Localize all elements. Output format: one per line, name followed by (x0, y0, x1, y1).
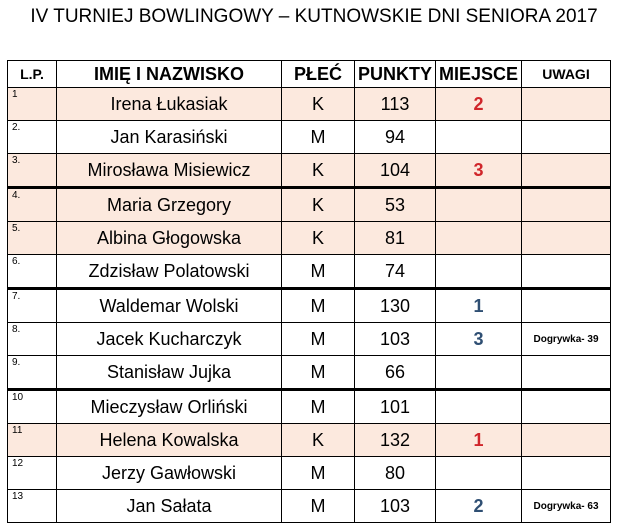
row-lp: 2. (8, 121, 57, 154)
table-row (8, 490, 611, 523)
table-row (8, 289, 611, 323)
row-name: Zdzisław Polatowski (57, 255, 282, 289)
row-lp: 13 (8, 490, 57, 523)
table-row (8, 424, 611, 457)
row-place (436, 255, 522, 289)
row-gender: M (282, 490, 355, 523)
row-notes (522, 255, 611, 289)
table-row (8, 457, 611, 490)
row-notes (522, 188, 611, 222)
row-place (436, 121, 522, 154)
header-gender: PŁEĆ (282, 61, 355, 88)
row-gender: M (282, 323, 355, 356)
row-notes (522, 121, 611, 154)
row-name: Stanisław Jujka (57, 356, 282, 390)
row-lp: 11 (8, 424, 57, 457)
row-place (436, 222, 522, 255)
row-lp: 12 (8, 457, 57, 490)
row-name: Irena Łukasiak (57, 88, 282, 121)
row-gender: K (282, 222, 355, 255)
row-points: 113 (355, 88, 436, 121)
row-place (436, 390, 522, 424)
results-table (7, 60, 611, 523)
row-name: Mirosława Misiewicz (57, 154, 282, 188)
row-points: 80 (355, 457, 436, 490)
row-name: Maria Grzegory (57, 188, 282, 222)
row-place: 3 (436, 323, 522, 356)
row-place: 1 (436, 424, 522, 457)
header-lp: L.P. (8, 61, 57, 88)
header-notes: UWAGI (522, 61, 611, 88)
table-row (8, 255, 611, 289)
row-name: Albina Głogowska (57, 222, 282, 255)
row-lp: 3. (8, 154, 57, 188)
row-notes (522, 154, 611, 188)
row-place: 3 (436, 154, 522, 188)
row-points: 130 (355, 289, 436, 323)
row-points: 101 (355, 390, 436, 424)
row-notes: Dogrywka- 39 (522, 323, 611, 356)
row-name: Jan Sałata (57, 490, 282, 523)
row-lp: 1 (8, 88, 57, 121)
header-row (8, 61, 611, 88)
row-lp: 6. (8, 255, 57, 289)
row-notes: Dogrywka- 63 (522, 490, 611, 523)
table-row (8, 356, 611, 390)
row-name: Jan Karasiński (57, 121, 282, 154)
row-notes (522, 88, 611, 121)
row-place: 1 (436, 289, 522, 323)
row-lp: 7. (8, 289, 57, 323)
row-place (436, 188, 522, 222)
row-notes (522, 390, 611, 424)
row-lp: 4. (8, 188, 57, 222)
table-row (8, 88, 611, 121)
row-gender: K (282, 424, 355, 457)
header-place: MIEJSCE (436, 61, 522, 88)
row-place (436, 356, 522, 390)
row-notes (522, 356, 611, 390)
row-points: 66 (355, 356, 436, 390)
row-gender: K (282, 88, 355, 121)
row-points: 132 (355, 424, 436, 457)
row-gender: M (282, 121, 355, 154)
row-name: Waldemar Wolski (57, 289, 282, 323)
row-lp: 10 (8, 390, 57, 424)
row-place: 2 (436, 490, 522, 523)
row-points: 94 (355, 121, 436, 154)
page-title: IV TURNIEJ BOWLINGOWY – KUTNOWSKIE DNI SENIORA 2017 (30, 6, 598, 27)
table-row (8, 323, 611, 356)
table-row (8, 188, 611, 222)
row-notes (522, 222, 611, 255)
row-gender: M (282, 289, 355, 323)
header-name: IMIĘ I NAZWISKO (57, 61, 282, 88)
row-gender: M (282, 390, 355, 424)
row-gender: M (282, 457, 355, 490)
row-notes (522, 289, 611, 323)
row-name: Jerzy Gawłowski (57, 457, 282, 490)
row-gender: K (282, 154, 355, 188)
row-points: 81 (355, 222, 436, 255)
row-notes (522, 424, 611, 457)
row-points: 74 (355, 255, 436, 289)
row-name: Jacek Kucharczyk (57, 323, 282, 356)
row-points: 104 (355, 154, 436, 188)
row-gender: M (282, 356, 355, 390)
table-row (8, 121, 611, 154)
row-lp: 8. (8, 323, 57, 356)
row-place (436, 457, 522, 490)
row-name: Helena Kowalska (57, 424, 282, 457)
row-gender: M (282, 255, 355, 289)
row-place: 2 (436, 88, 522, 121)
header-points: PUNKTY (355, 61, 436, 88)
row-gender: K (282, 188, 355, 222)
row-lp: 9. (8, 356, 57, 390)
table-row (8, 390, 611, 424)
row-name: Mieczysław Orliński (57, 390, 282, 424)
table-row (8, 222, 611, 255)
row-points: 103 (355, 490, 436, 523)
row-lp: 5. (8, 222, 57, 255)
row-points: 53 (355, 188, 436, 222)
table-row (8, 154, 611, 188)
row-points: 103 (355, 323, 436, 356)
row-notes (522, 457, 611, 490)
